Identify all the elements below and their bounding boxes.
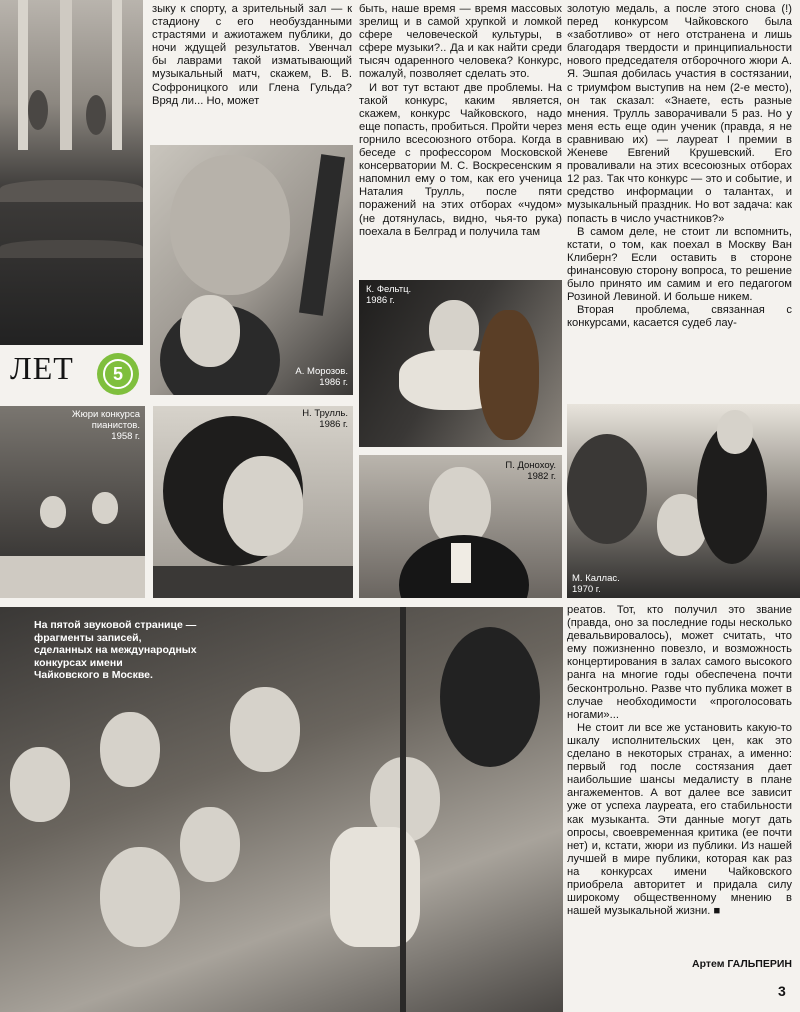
- number-badge: [97, 353, 139, 395]
- photo-trull: [153, 406, 353, 598]
- photo-concert-hall: [0, 0, 143, 345]
- paragraph: В самом деле, не стоит ли вспомнить, кстати, о том, как поехал в Москву Ван Клиберн? Если оставить в стороне финансовую сторону вопроса, то решение было принято им самим и его педагогом Розиной Левиной. И больше никем.: [567, 225, 792, 304]
- caption-feltz: К. Фельтц. 1986 г.: [366, 284, 412, 306]
- crowd-overlay-text: На пятой звуковой странице — фрагменты записей, сделанных на международных конкурсах имени Чайковского в Москве.: [34, 619, 197, 681]
- caption-morozov: А. Морозов. 1986 г.: [295, 366, 348, 388]
- paragraph: реатов. Тот, кто получил это звание (правда, оно за последние годы несколько девальвировалось), может считать, что ему пожизненно повезло, и возможность концертирования в залах самого высокого ранга на многие годы обеспечена почти бесконтрольно. Разве что публика может в случае необходимости «проголосовать ногами»...: [567, 604, 792, 721]
- caption-trull: Н. Трулль. 1986 г.: [302, 408, 348, 430]
- paragraph: быть, наше время — время массовых зрелищ и в самой хрупкой и ломкой сфере человеческой культуры, в сфере музыки?.. Да и как найти среди тысяч одаренного человека? Конкурс, пожалуй, позволяет сделать это.: [359, 3, 562, 81]
- caption-jury: Жюри конкурса пианистов. 1958 г.: [71, 409, 140, 442]
- author-name: Артем ГАЛЬПЕРИН: [692, 958, 792, 970]
- end-mark: ■: [713, 905, 721, 918]
- text-column-3: [567, 3, 792, 399]
- text-column-4: [567, 604, 792, 954]
- caption-kallas: М. Каллас. 1970 г.: [572, 573, 620, 595]
- badge-number: 5: [103, 359, 133, 389]
- paragraph: И вот тут встают две проблемы. На такой конкурс, каким является, скажем, конкурс Чайковского, надо еще попасть, пробиться. Пройти через горнило всесоюзного отбора. Когда в беседе с профессором Московской консерватории М. С. Воскресенским я напомнил ему о том, как его ученица Наталия Трулль, после пяти поражений на этих отборах «чудом» (не дотянулась, видно, чья-то рука) поехала в Белград и получила там: [359, 81, 562, 238]
- caption-donohoe: П. Донохоу. 1982 г.: [505, 460, 556, 482]
- photo-kallas: [567, 404, 800, 598]
- paragraph: Не стоит ли все же установить какую-то шкалу исполнительских цен, как это сделано в некоторых странах, а именно: первый год после состязания дает наибольшие шансы медалисту в плане ангажементов. А вот далее все зависит уже от успеха лауреата, его стабильности как музыканта. Эти данные могут дать опросы, своевременная критика (ее почти нет) и, кстати, жюри из публики. Из нашей лучшей в мире публики, которая как раз на конкурсах имени Чайковского приобрела авторитет и придала силу широкому общественному мнению в нашей музыкальной жизни. ■: [567, 721, 792, 918]
- page-number: 3: [778, 983, 786, 999]
- text-column-2: [359, 3, 562, 275]
- paragraph: золотую медаль, а после этого снова (!) перед конкурсом Чайковского была «заботливо» от него отстранена и лишь благодаря твердости и принципиальности нового председателя отборочного жюри А. Я. Эшпая добилась участия в состязании, с триумфом выступив на нем (2-е место), он так сказал: «Знаете, есть разные мнения. Трулль заворачивали 5 раз. Но у меня есть еще один ученик (правда, я не сравниваю их) — лауреат I премии в Женеве Евгений Крушевский. Его проваливали на этих всесоюзных отборах 12 раз. Так что конкурс — это и событие, и средство информации о талантах, и музыкальный праздник. Но вот задача: как попасть в число участников?»: [567, 3, 792, 225]
- text-column-1: [152, 3, 352, 139]
- paragraph: зыку к спорту, а зрительный зал — к стадиону с его необузданными страстями и ажиотажем публики, до ночи ждущей результатов. Увенчал бы лаврами такой изматывающий музыкальный матч, скажем, В. В. Софроницкого или Глена Гульда? Вряд ли... Но, может: [152, 3, 352, 107]
- photo-morozov: [150, 145, 353, 395]
- paragraph: Вторая проблема, связанная с конкурсами, касается судеб лау-: [567, 304, 792, 330]
- section-heading: ЛЕТ: [10, 350, 74, 386]
